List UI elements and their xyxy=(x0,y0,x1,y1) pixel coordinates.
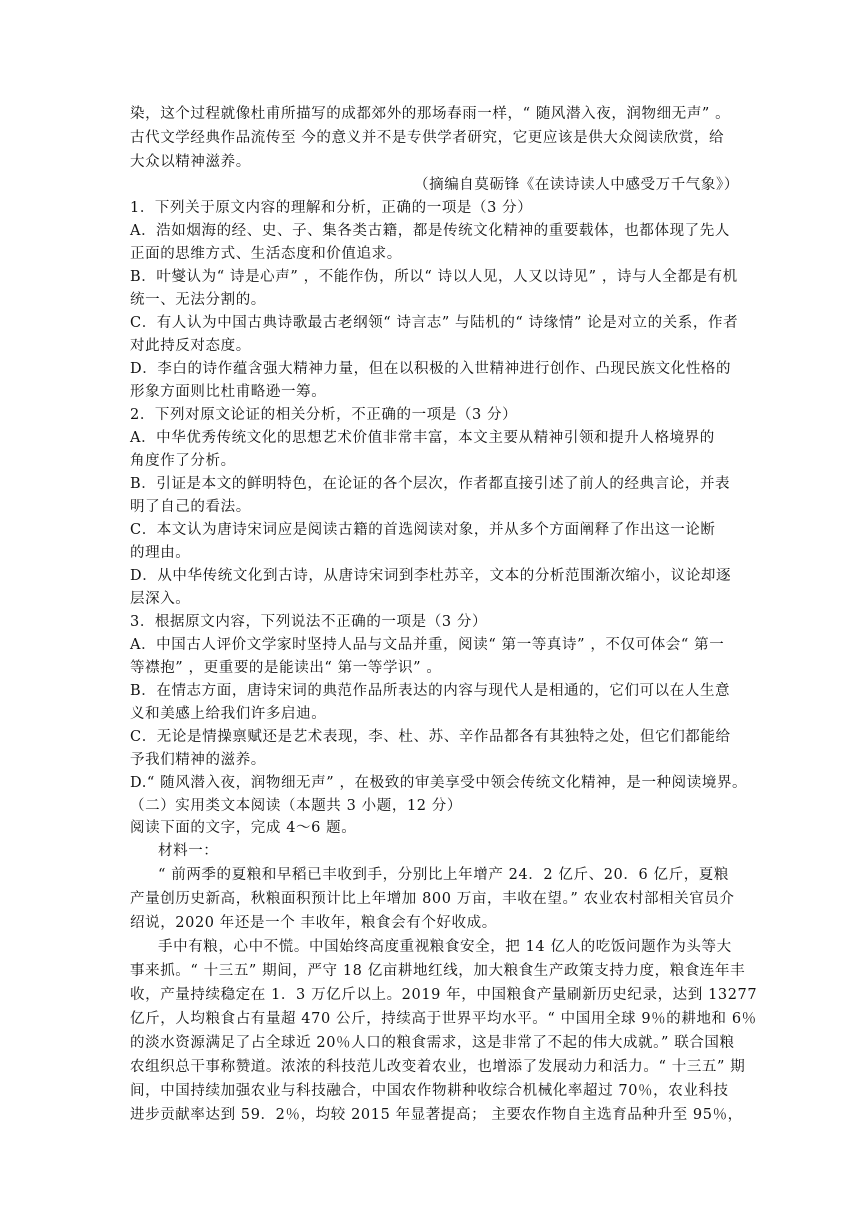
option-line: C．无论是情操禀赋还是艺术表现，李、杜、苏、辛作品都各有其独特之处，但它们都能给 xyxy=(130,729,731,745)
paragraph-line: 绍说，2020 年还是一个 丰收年，粮食会有个好收成。 xyxy=(130,915,497,931)
text-line: 大众以精神滋养。 xyxy=(130,154,251,170)
option-line: 等襟抱” ，更重要的是能读出“ 第一等学识” 。 xyxy=(130,660,442,676)
text-line: 染，这个过程就像杜甫所描写的成都郊外的那场春雨一样，“ 随风潜入夜，润物细无声” 。 xyxy=(130,106,731,122)
option-line: D.“ 随风潜入夜，润物细无声” ，在极致的审美享受中领会传统文化精神，是一种阅读境界。 xyxy=(130,775,748,791)
option-line: 形象方面则比杜甫略逊一筹。 xyxy=(130,384,327,400)
material-label: 材料一： xyxy=(158,843,219,859)
paragraph-line: 的淡水资源满足了占全球近 20％人口的粮食需求，这是非常了不起的伟大成就。” 联合国粮 xyxy=(130,1035,735,1051)
option-line: 正面的思维方式、生活态度和价值追求。 xyxy=(130,246,402,262)
option-line: D．从中华传统文化到古诗，从唐诗宋词到李杜苏辛，文本的分析范围渐次缩小，议论却逐 xyxy=(130,568,732,584)
question-2: 2．下列对原文论证的相关分析，不正确的一项是（3 分） xyxy=(130,407,518,423)
section-heading: （二）实用类文本阅读（本题共 3 小题，12 分） xyxy=(130,798,463,814)
option-line: D．李白的诗作蕴含强大精神力量，但在以积极的入世精神进行创作、凸现民族文化性格的 xyxy=(130,361,732,377)
paragraph-line: 收，产量持续稳定在 1．3 万亿斤以上。2019 年，中国粮食产量刷新历史纪录，达到 13277 xyxy=(130,987,758,1003)
option-line: C．有人认为中国古典诗歌最古老纲领“ 诗言志” 与陆机的“ 诗缘情” 论是对立的关系，作者 xyxy=(130,315,739,331)
question-1: 1．下列关于原文内容的理解和分析，正确的一项是（3 分） xyxy=(130,200,533,216)
option-line: 明了自己的看法。 xyxy=(130,499,251,515)
option-line: 角度作了分析。 xyxy=(130,453,236,469)
option-line: 层深入。 xyxy=(130,591,191,607)
paragraph-line: “ 前两季的夏粮和早稻已丰收到手，分别比上年增产 24．2 亿斤、20．6 亿斤，夏粮 xyxy=(158,867,729,883)
instruction: 阅读下面的文字，完成 4～6 题。 xyxy=(130,820,357,836)
option-line: A．浩如烟海的经、史、子、集各类古籍，都是传统文化精神的重要载体，也都体现了先人 xyxy=(130,223,730,239)
option-line: C．本文认为唐诗宋词应是阅读古籍的首选阅读对象，并从多个方面阐释了作出这一论断 xyxy=(130,522,716,538)
option-line: A．中国古人评价文学家时坚持人品与文品并重，阅读“ 第一等真诗” ，不仅可体会“ 第一 xyxy=(130,637,725,653)
paragraph-line: 亿斤，人均粮食占有量超 470 公斤，持续高于世界平均水平。“ 中国用全球 9％的耕地和 6％ xyxy=(130,1011,757,1027)
option-line: 对此持反对态度。 xyxy=(130,338,251,354)
option-line: B．叶燮认为“ 诗是心声” ，不能作伪，所以“ 诗以人见，人又以诗见” ，诗与人全都是有机 xyxy=(130,269,738,285)
option-line: 的理由。 xyxy=(130,545,191,561)
paragraph-line: 进步贡献率达到 59．2％，均较 2015 年显著提高； 主要农作物自主选育品种升至 95％， xyxy=(130,1107,743,1123)
question-3: 3．根据原文内容，下列说法不正确的一项是（3 分） xyxy=(130,614,488,630)
paragraph-line: 农组织总干事称赞道。浓浓的科技范儿改变着农业，也增添了发展动力和活力。“ 十三五” 期 xyxy=(130,1059,746,1075)
option-line: 统一、无法分割的。 xyxy=(130,292,266,308)
paragraph-line: 手中有粮，心中不慌。中国始终高度重视粮食安全，把 14 亿人的吃饭问题作为头等大 xyxy=(158,939,732,955)
text-line: 古代文学经典作品流传至 今的意义并不是专供学者研究，它更应该是供大众阅读欣赏，给 xyxy=(130,130,725,146)
option-line: 义和美感上给我们许多启迪。 xyxy=(130,706,327,722)
option-line: B．引证是本文的鲜明特色，在论证的各个层次，作者都直接引述了前人的经典言论，并表 xyxy=(130,476,731,492)
paragraph-line: 事来抓。“ 十三五” 期间，严守 18 亿亩耕地红线，加大粮食生产政策支持力度，粮食连年丰 xyxy=(130,963,746,979)
paragraph-line: 产量创历史新高，秋粮面积预计比上年增加 800 万亩，丰收在望。” 农业农村部相关官员介 xyxy=(130,891,735,907)
option-line: 予我们精神的滋养。 xyxy=(130,752,266,768)
paragraph-line: 间，中国持续加强农业与科技融合，中国农作物耕种收综合机械化率超过 70％，农业科技 xyxy=(130,1083,729,1099)
option-line: A．中华优秀传统文化的思想艺术价值非常丰富，本文主要从精神引领和提升人格境界的 xyxy=(130,430,715,446)
source-citation: （摘编自莫砺锋《在读诗读人中感受万千气象》） xyxy=(414,177,739,193)
option-line: B．在情志方面，唐诗宋词的典范作品所表达的内容与现代人是相通的，它们可以在人生意 xyxy=(130,683,731,699)
